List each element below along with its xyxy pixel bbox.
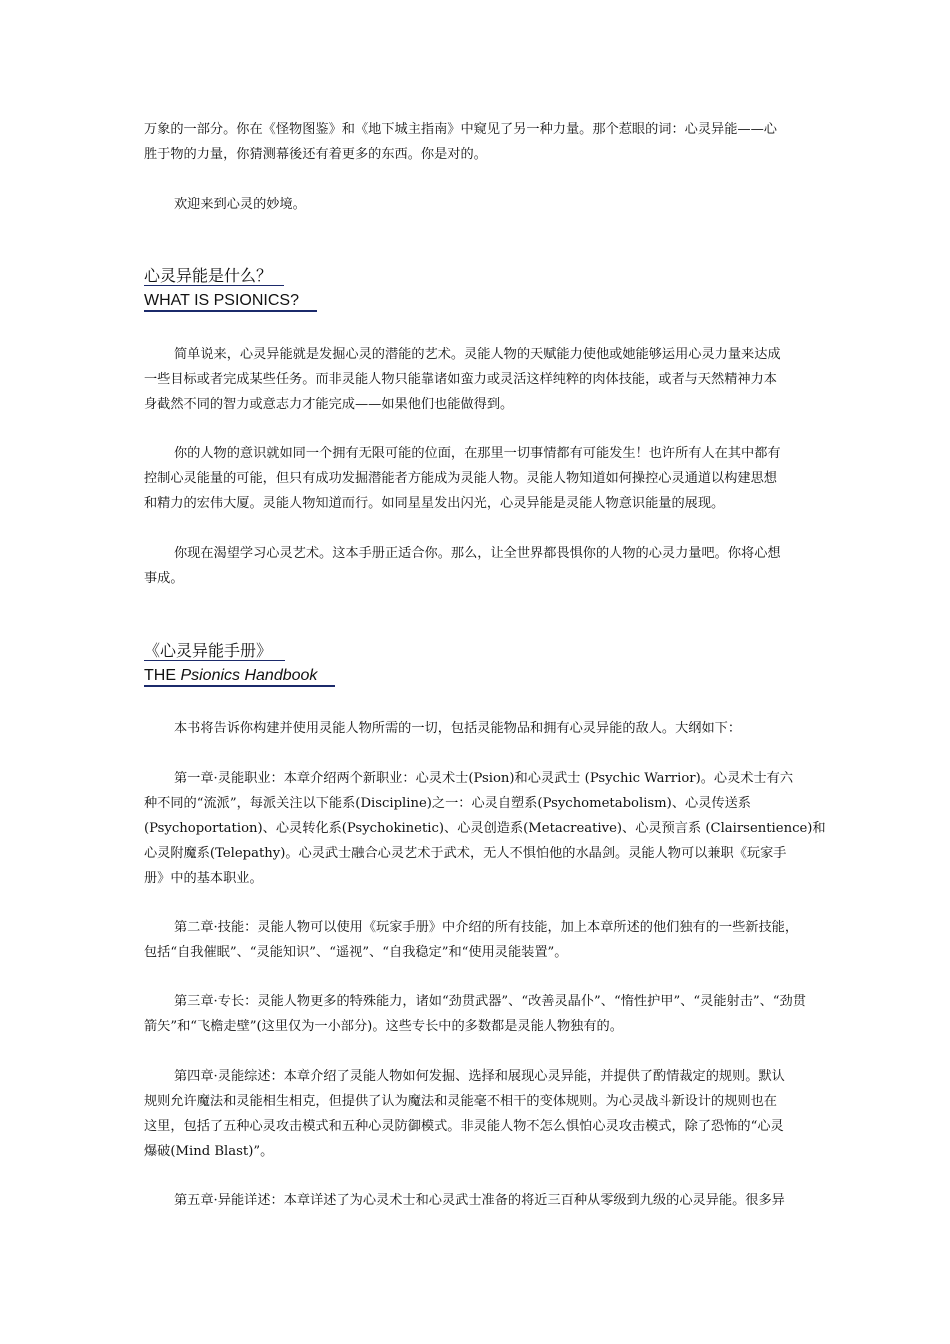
body-paragraph — [144, 766, 834, 891]
text-line: 身截然不同的智力或意志力才能完成——如果他们也能做得到。 — [144, 397, 514, 412]
text-line: 第三章·专长：灵能人物更多的特殊能力，诸如“劲贯武器”、“改善灵晶仆”、“惰性护甲”、“灵能射击”、“劲贯 — [174, 994, 806, 1009]
heading-underline — [144, 685, 335, 687]
text-line: 简单说来，心灵异能就是发掘心灵的潜能的艺术。灵能人物的天赋能力使他或她能够运用心灵力量来达成 — [174, 347, 781, 362]
section-heading-psionics-handbook[interactable] — [144, 638, 317, 688]
text-line: 你的人物的意识就如同一个拥有无限可能的位面，在那里一切事情都有可能发生！也许所有人在其中都有 — [174, 446, 781, 461]
text-line: 和精力的宏伟大厦。灵能人物知道而行。如同星星发出闪光，心灵异能是灵能人物意识能量的展现。 — [144, 496, 725, 511]
heading-english-italic: Psionics Handbook — [180, 667, 318, 684]
body-paragraph — [144, 989, 834, 1039]
text-line: 第五章·异能详述：本章详述了为心灵术士和心灵武士准备的将近三百种从零级到九级的心灵异能。很多异 — [174, 1193, 785, 1208]
text-line: 一些目标或者完成某些任务。而非灵能人物只能靠诸如蛮力或灵活这样纯粹的肉体技能，或者与天然精神力本 — [144, 372, 777, 387]
text-line: 规则允许魔法和灵能相生相克，但提供了认为魔法和灵能毫不相干的变体规则。为心灵战斗新设计的规则也在 — [144, 1094, 777, 1109]
text-line: 箭矢”和“飞檐走壁”(这里仅为一小部分)。这些专长中的多数都是灵能人物独有的。 — [144, 1019, 623, 1034]
body-paragraph — [144, 541, 834, 591]
section-heading-what-is-psionics[interactable] — [144, 263, 299, 313]
body-paragraph — [144, 1064, 834, 1164]
body-paragraph — [144, 915, 834, 965]
heading-underline — [144, 660, 285, 661]
text-line: 胜于物的力量，你猜测幕後还有着更多的东西。你是对的。 — [144, 147, 487, 162]
text-line: 包括“自我催眠”、“灵能知识”、“遥视”、“自我稳定”和“使用灵能装置”。 — [144, 945, 568, 960]
text-line: 这里，包括了五种心灵攻击模式和五种心灵防御模式。非灵能人物不怎么惧怕心灵攻击模式，除了恐怖的“心灵 — [144, 1119, 784, 1134]
heading-underline — [144, 285, 284, 286]
text-line: 本书将告诉你构建并使用灵能人物所需的一切，包括灵能物品和拥有心灵异能的敌人。大纲如下： — [174, 721, 742, 736]
text-line: 你现在渴望学习心灵艺术。这本手册正适合你。那么，让全世界都畏惧你的人物的心灵力量吧。你将心想 — [174, 546, 781, 561]
heading-english: WHAT IS PSIONICS? — [144, 292, 299, 309]
intro-paragraph — [144, 117, 834, 167]
text-line: 心灵附魔系(Telepathy)。心灵武士融合心灵艺术于武术，无人不惧怕他的水晶剑。灵能人物可以兼职《玩家手 — [144, 846, 787, 861]
text-line: 第四章·灵能综述：本章介绍了灵能人物如何发掘、选择和展现心灵异能，并提供了酌情裁定的规则。默认 — [174, 1069, 785, 1084]
text-line: 第二章·技能：灵能人物可以使用《玩家手册》中介绍的所有技能，加上本章所述的他们独有的一些新技能， — [174, 920, 799, 935]
heading-chinese: 心灵异能是什么？ — [144, 266, 273, 285]
body-paragraph — [144, 1188, 834, 1213]
text-line: 册》中的基本职业。 — [144, 871, 263, 886]
text-line: 事成。 — [144, 571, 184, 586]
text-line: 欢迎来到心灵的妙境。 — [174, 197, 306, 212]
heading-underline — [144, 310, 317, 312]
body-paragraph — [144, 716, 834, 741]
heading-english-prefix: THE — [144, 667, 181, 684]
text-line: (Psychoportation)、心灵转化系(Psychokinetic)、心灵创造系(Metacreative)、心灵预言系 (Clairsentience)和 — [144, 821, 826, 836]
text-line: 种不同的“流派”，每派关注以下能系(Discipline)之一：心灵自塑系(Psychometabolism)、心灵传送系 — [144, 796, 751, 811]
body-paragraph — [144, 441, 834, 516]
text-line: 爆破(Mind Blast)”。 — [144, 1144, 274, 1159]
text-line: 万象的一部分。你在《怪物图鉴》和《地下城主指南》中窥见了另一种力量。那个惹眼的词：心灵异能——心 — [144, 122, 777, 137]
text-line: 控制心灵能量的可能，但只有成功发掘潜能者方能成为灵能人物。灵能人物知道如何操控心灵通道以构建思想 — [144, 471, 777, 486]
body-paragraph — [144, 342, 834, 417]
welcome-paragraph — [144, 192, 834, 217]
text-line: 第一章·灵能职业：本章介绍两个新职业：心灵术士(Psion)和心灵武士 (Psychic Warrior)。心灵术士有六 — [174, 771, 794, 786]
heading-chinese: 《心灵异能手册》 — [144, 641, 273, 660]
